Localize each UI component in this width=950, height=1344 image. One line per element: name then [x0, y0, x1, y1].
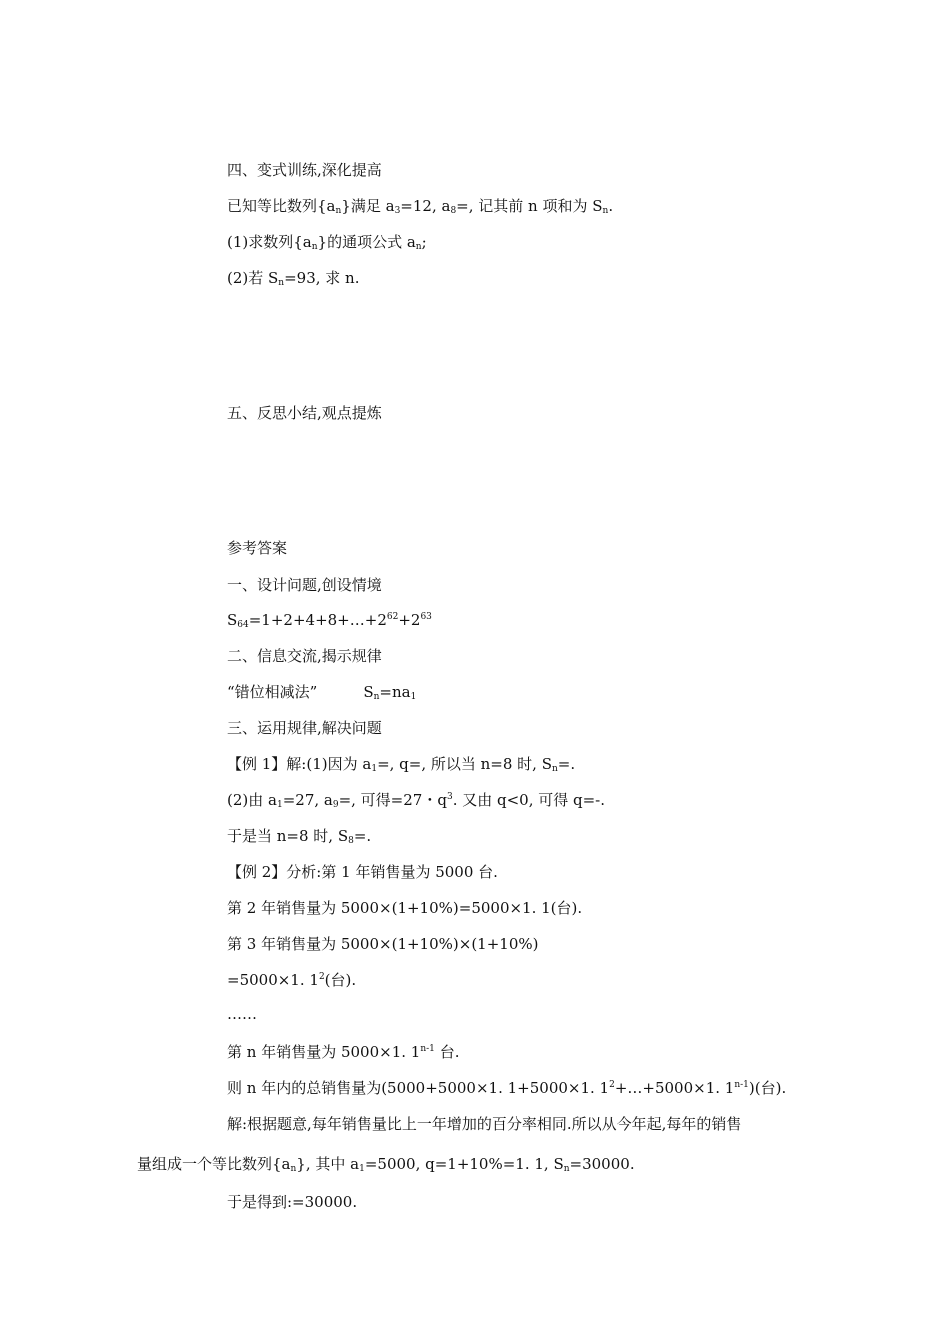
example-1-part-1: 【例 1】解:(1)因为 $a_1=$, q=, 所以当 n=8 时, $S_n=$. — [227, 755, 576, 774]
example-2-analysis: 【例 2】分析:第 1 年销售量为 5000 台. — [227, 863, 498, 881]
problem-part-2: (2)若 $S_n=93$, 求 n. — [227, 269, 360, 288]
example-1-conclusion: 于是当 n=8 时, $S_8=$. — [227, 827, 372, 846]
year-2-sales: 第 2 年销售量为 5000×(1+10%)=5000×1. 1(台). — [227, 899, 583, 917]
solution-line-1: 解:根据题意,每年销售量比上一年增加的百分率相同.所以从今年起,每年的销售 — [227, 1115, 742, 1133]
solution-line-2: 量组成一个等比数列$\{a_n\}$, 其中 $a_1=5000$, q=1+10%=1. 1, $S_n=30000$. — [137, 1155, 635, 1174]
year-3-sales: 第 3 年销售量为 5000×(1+10%)×(1+10%) — [227, 935, 539, 953]
answers-title: 参考答案 — [227, 539, 288, 557]
answer-heading-3: 三、运用规律,解决问题 — [227, 719, 382, 737]
ellipsis: …… — [227, 1005, 257, 1023]
problem-statement: 已知等比数列$\{a_n\}$满足 $a_3=12$, $a_8=$, 记其前 n 项和为 $S_n$. — [227, 197, 614, 216]
section-5-heading: 五、反思小结,观点提炼 — [227, 404, 382, 422]
section-4-heading: 四、变式训练,深化提高 — [227, 161, 382, 179]
problem-part-1: (1)求数列$\{a_n\}$的通项公式 $a_n$; — [227, 233, 427, 252]
solution-final: 于是得到:=30000. — [227, 1193, 358, 1211]
total-sales: 则 n 年内的总销售量为(5000+5000×1. 1+5000×1. $1^2+\dots+5000\times 1$. 1$^{n-1}$)(台). — [227, 1079, 787, 1097]
answer-method-line: “错位相减法” $S_n=na_1$ — [227, 683, 417, 702]
answer-heading-1: 一、设计问题,创设情境 — [227, 576, 382, 594]
year-3-sales-result: =5000×1. $1^2$(台). — [227, 971, 357, 989]
example-1-part-2: (2)由 $a_1=27$, $a_9=$, 可得=27・$q^3$. 又由 q<0, 可得 q=-. — [227, 791, 606, 810]
answer-heading-2: 二、信息交流,揭示规律 — [227, 647, 382, 665]
year-n-sales: 第 n 年销售量为 5000×1. 1$^{n-1}$ 台. — [227, 1043, 460, 1061]
answer-s64-formula: $S_{64}=1+2+4+8+\dots+2^{62}+2^{63}$ — [227, 611, 432, 630]
